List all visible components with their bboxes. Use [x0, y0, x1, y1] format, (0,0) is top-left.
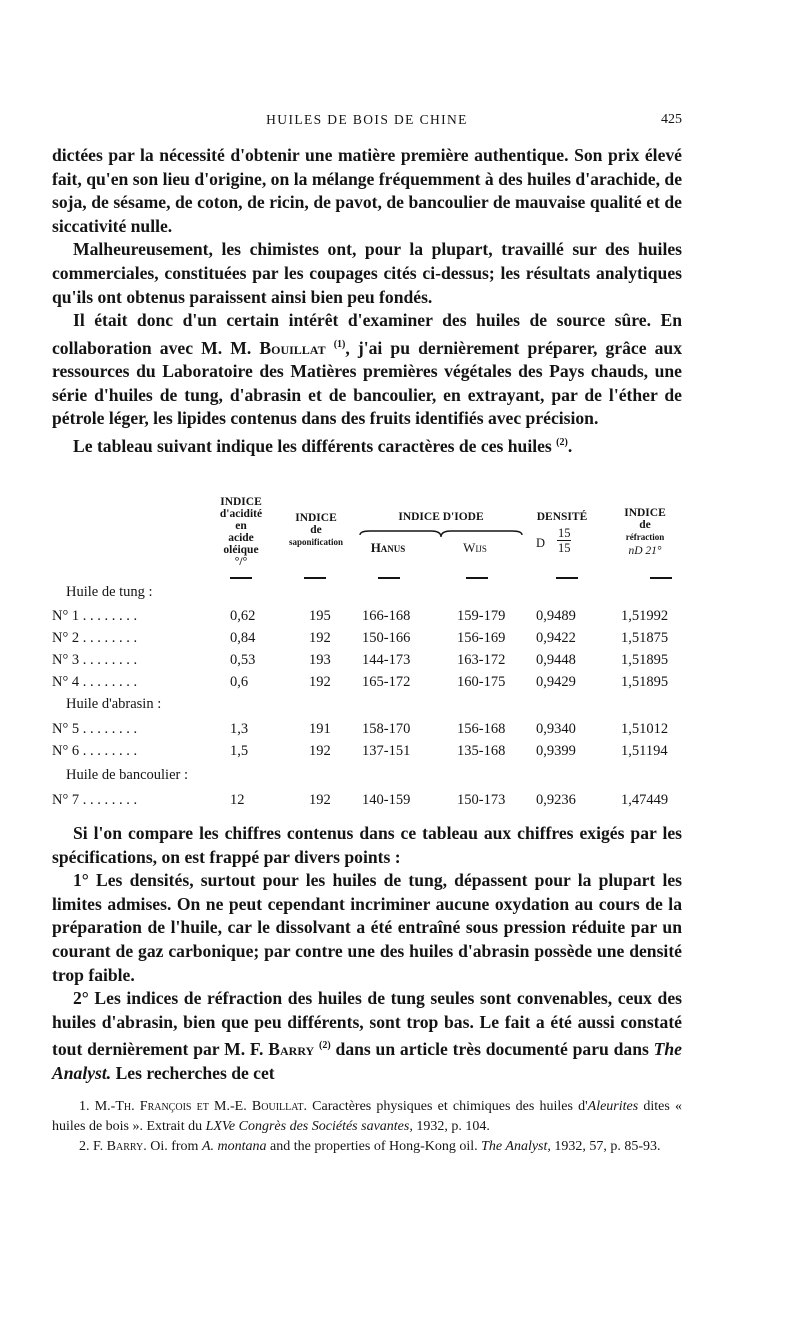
- header-acidite-line-2: d'acidité: [219, 508, 263, 520]
- paragraph-5: Si l'on compare les chiffres contenus dans ce tableau aux chiffres exigés par les spécifications, on est frappé par divers points :: [52, 823, 682, 867]
- footnote-2-number: 2.: [79, 1139, 90, 1154]
- cell-densite: 0,9429: [536, 674, 576, 690]
- header-saponification: [276, 512, 356, 548]
- footnote-ref-2: (2): [556, 436, 568, 448]
- footnotes: [52, 1097, 682, 1157]
- paragraph-3-start: Il était donc d'un certain intérêt d'examiner des huiles de source sûre. En collaboration avec M. M.: [52, 310, 682, 358]
- cell-saponification: 192: [309, 674, 331, 690]
- paragraph-7: [52, 987, 682, 1085]
- cell-densite: 0,9399: [536, 743, 576, 759]
- group-label-abrasin: Huile d'abrasin :: [66, 696, 162, 712]
- cell-hanus: 140-159: [362, 792, 411, 808]
- body-text-lower: [52, 822, 682, 1085]
- row-id: N° 6 . . . . . . . .: [52, 743, 138, 759]
- header-refraction-line-1: INDICE: [624, 507, 666, 519]
- footnote-2-journal: The Analyst,: [481, 1139, 551, 1154]
- footnote-2: [52, 1137, 682, 1157]
- cell-densite: 0,9422: [536, 630, 576, 646]
- footnote-1-genus: Aleurites: [587, 1099, 639, 1114]
- page-number: 425: [661, 112, 682, 127]
- cell-acidite: 1,5: [230, 743, 249, 759]
- cell-wijs: 156-168: [457, 721, 506, 737]
- table-row: [52, 652, 692, 672]
- footnote-2-text-c: 1932, 57, p. 85-93.: [554, 1139, 661, 1154]
- paragraph-3: [52, 309, 682, 431]
- cell-wijs: 163-172: [457, 652, 506, 668]
- paragraph-1: dictées par la nécessité d'obtenir une matière première authentique. Son prix élevé fait, qu'en son lieu d'origine, on la mélange fréquemment à des huiles d'arachide, de soja, de sésame, de coton, de ricin, de pavot, de bancoulier de mauvaise qualité et de siccativité nulle.: [52, 145, 682, 236]
- column-dash: [304, 577, 326, 579]
- cell-hanus: 144-173: [362, 652, 411, 668]
- footnote-ref-1: (1): [333, 338, 346, 350]
- density-formula: D 15 15: [536, 526, 571, 555]
- cell-refraction: 1,51895: [621, 652, 669, 668]
- cell-acidite: 0,53: [230, 652, 256, 668]
- row-id: N° 4 . . . . . . . .: [52, 674, 138, 690]
- header-refraction-line-3: réfraction: [625, 532, 665, 542]
- footnote-ref-3: (2): [319, 1040, 331, 1052]
- paragraph-6: 1° Les densités, surtout pour les huiles de tung, dépassent pour la plupart les limites admises. On ne peut cependant incriminer aucune oxydation au cours de la préparation de l'huile, car le dissolvant a été entraîné sous pression réduite par un courant de gaz carbonique; par contre une des huiles d'abrasin possède une densité trop faible.: [52, 870, 682, 985]
- cell-saponification: 195: [309, 608, 331, 624]
- author-barry: Barry: [268, 1039, 315, 1060]
- header-refraction-line-4: nD 21°: [628, 545, 662, 557]
- cell-hanus: 165-172: [362, 674, 411, 690]
- cell-acidite: 12: [230, 792, 245, 808]
- header-wijs: Wijs: [463, 540, 487, 555]
- footnote-1-text-b: dites « huiles de bois ». Extrait du: [52, 1099, 683, 1134]
- cell-hanus: 150-166: [362, 630, 411, 646]
- cell-densite: 0,9489: [536, 608, 576, 624]
- paragraph-4: [52, 431, 682, 458]
- cell-saponification: 192: [309, 630, 331, 646]
- cell-wijs: 150-173: [457, 792, 506, 808]
- cell-acidite: 1,3: [230, 721, 249, 737]
- cell-acidite: 0,6: [230, 674, 249, 690]
- header-acidite-line-1: INDICE: [220, 496, 262, 508]
- footnote-2-text-a: Oi. from: [150, 1139, 199, 1154]
- header-sap-line-1: INDICE: [295, 512, 337, 524]
- iode-brace: [356, 527, 526, 541]
- cell-hanus: 166-168: [362, 608, 411, 624]
- footnote-1-text-a: Caractères physiques et chimiques des huiles d': [312, 1099, 588, 1114]
- header-sap-line-2: de: [310, 524, 322, 536]
- header-sap-line-3: saponification: [288, 537, 343, 547]
- header-refraction-line-2: de: [639, 519, 651, 531]
- column-dash: [230, 577, 252, 579]
- cell-wijs: 156-169: [457, 630, 506, 646]
- cell-wijs: 160-175: [457, 674, 506, 690]
- footnote-1: [52, 1097, 682, 1137]
- cell-saponification: 192: [309, 743, 331, 759]
- author-bouillat: Bouillat: [259, 337, 326, 358]
- header-refraction: [606, 507, 684, 557]
- cell-densite: 0,9236: [536, 792, 576, 808]
- paragraph-7-end: Les recherches de cet: [115, 1062, 275, 1083]
- journal-title: The Analyst.: [52, 1039, 682, 1083]
- footnote-2-author: F. Barry.: [93, 1139, 147, 1154]
- row-id: N° 7 . . . . . . . .: [52, 792, 138, 808]
- row-id: N° 2 . . . . . . . .: [52, 630, 138, 646]
- cell-hanus: 158-170: [362, 721, 411, 737]
- body-text-upper: [52, 144, 682, 458]
- footnote-1-congress: LXVe Congrès des Sociétés savantes,: [205, 1119, 413, 1134]
- header-acidite-line-5: oléique: [223, 544, 259, 556]
- footnote-1-authors: M.-Th. François et M.-E. Bouillat.: [94, 1099, 307, 1114]
- column-dash: [556, 577, 578, 579]
- table-row: [52, 608, 692, 628]
- header-densite: DENSITÉ: [536, 511, 588, 523]
- header-acidite: [208, 496, 274, 568]
- paragraph-4-end: .: [567, 435, 573, 456]
- cell-hanus: 137-151: [362, 743, 411, 759]
- cell-wijs: 135-168: [457, 743, 506, 759]
- cell-refraction: 1,47449: [621, 792, 669, 808]
- cell-densite: 0,9340: [536, 721, 576, 737]
- cell-refraction: 1,51194: [621, 743, 668, 759]
- cell-refraction: 1,51992: [621, 608, 669, 624]
- cell-wijs: 159-179: [457, 608, 506, 624]
- group-label-bancoulier: Huile de bancoulier :: [66, 767, 188, 783]
- table-row: [52, 630, 692, 650]
- footnote-2-species: A. montana: [201, 1139, 267, 1154]
- paragraph-3-end: , j'ai pu dernièrement préparer, grâce aux ressources du Laboratoire des Matières premières végétales des Pays chauds, une série d'huiles de tung, d'abrasin et de bancoulier, en extrayant, par de l'éther de pétrole léger, les lipides contenus dans des fruits identifiés avec précision.: [52, 337, 683, 429]
- cell-saponification: 192: [309, 792, 331, 808]
- paragraph-7-mid: dans un article très documenté paru dans: [335, 1039, 649, 1060]
- row-id: N° 3 . . . . . . . .: [52, 652, 138, 668]
- column-dash: [378, 577, 400, 579]
- footnote-2-text-b: and the properties of Hong-Kong oil.: [270, 1139, 478, 1154]
- row-id: N° 5 . . . . . . . .: [52, 721, 138, 737]
- paragraph-7-start: 2° Les indices de réfraction des huiles de tung seules sont convenables, ceux des huiles d'abrasin, bien que peu différents, sont trop bas. Le fait a été aussi constaté tout dernièrement par M. F.: [52, 988, 682, 1060]
- cell-densite: 0,9448: [536, 652, 576, 668]
- column-dash: [466, 577, 488, 579]
- header-hanus: Hanus: [370, 540, 406, 555]
- running-title: HUILES DE BOIS DE CHINE: [266, 112, 468, 127]
- group-label-tung: Huile de tung :: [66, 584, 153, 600]
- row-id: N° 1 . . . . . . . .: [52, 608, 138, 624]
- table-row: [52, 743, 692, 763]
- table-row: [52, 792, 692, 812]
- header-acidite-line-6: °/°: [234, 556, 248, 568]
- cell-acidite: 0,84: [230, 630, 256, 646]
- cell-saponification: 191: [309, 721, 331, 737]
- cell-acidite: 0,62: [230, 608, 256, 624]
- cell-refraction: 1,51875: [621, 630, 669, 646]
- header-acidite-line-4: acide: [228, 532, 254, 544]
- running-head: [52, 112, 682, 132]
- footnote-1-number: 1.: [79, 1099, 90, 1114]
- paragraph-4-start: Le tableau suivant indique les différents caractères de ces huiles: [73, 435, 552, 456]
- table-row: [52, 721, 692, 741]
- footnote-1-text-c: 1932, p. 104.: [416, 1119, 490, 1134]
- header-iode: INDICE D'IODE: [398, 511, 484, 523]
- column-dash: [650, 577, 672, 579]
- cell-saponification: 193: [309, 652, 331, 668]
- header-acidite-line-3: en: [235, 520, 247, 532]
- cell-refraction: 1,51012: [621, 721, 669, 737]
- table-row: [52, 674, 692, 694]
- paragraph-2: Malheureusement, les chimistes ont, pour la plupart, travaillé sur des huiles commerciales, constituées par les coupages cités ci-dessus; les résultats analytiques qu'ils ont obtenus paraissent ainsi bien peu fondés.: [52, 239, 682, 307]
- cell-refraction: 1,51895: [621, 674, 669, 690]
